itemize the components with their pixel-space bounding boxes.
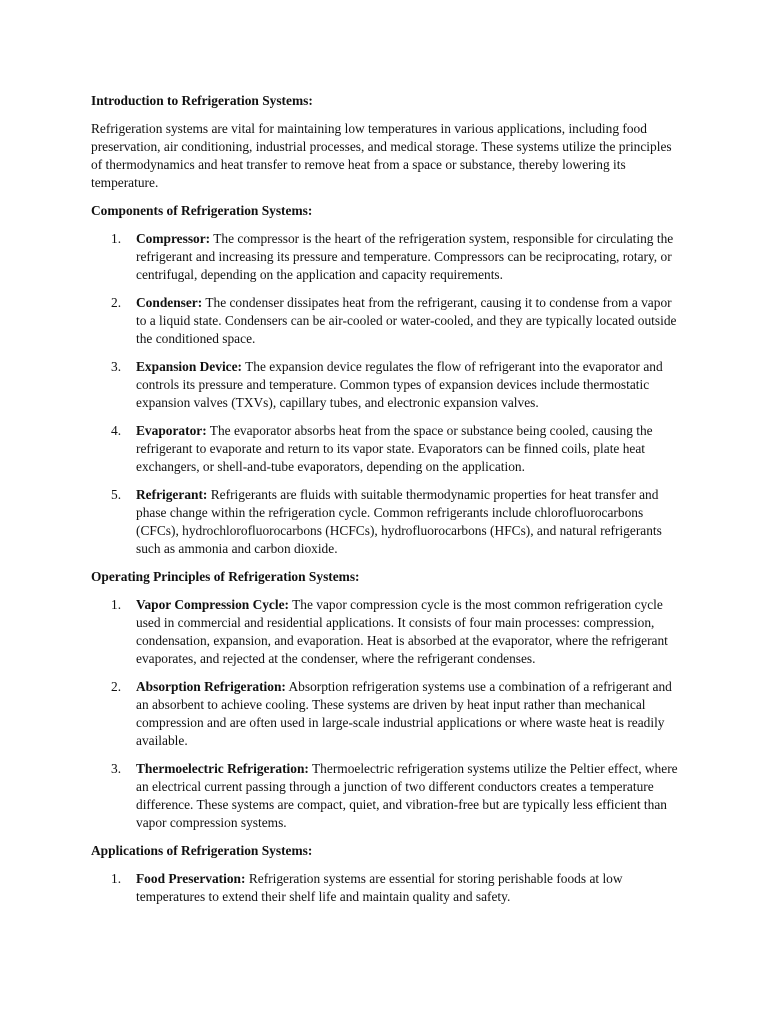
list-number: 4. — [111, 423, 122, 438]
list-term: Vapor Compression Cycle: — [136, 597, 290, 612]
list-text: The vapor compression cycle is the most common refrigeration cycle used in commercial and residential applications. It consists of four main processes: compression, condensation, expansion, and evaporation. Heat is absorbed at the evaporator, where the refrigerant evaporates, and rejected at the condenser, where the refrigerant condenses. — [136, 597, 668, 666]
list-text: The condenser dissipates heat from the refrigerant, causing it to condense from a vapor to a liquid state. Condensers can be air-cooled or water-cooled, and they are typically located outside the conditioned space. — [136, 295, 677, 346]
applications-heading: Applications of Refrigeration Systems: — [91, 843, 313, 858]
list-text: Thermoelectric refrigeration systems utilize the Peltier effect, where an electrical current passing through a junction of two different conductors creates a temperature difference. These systems are compact, quiet, and vibration-free but are typically less efficient than vapor compression systems. — [136, 761, 678, 830]
list-text: The evaporator absorbs heat from the space or substance being cooled, causing the refrigerant to evaporate and return to its vapor state. Evaporators can be finned coils, plate heat exchangers, or shell-and-tube evaporators, depending on the application. — [136, 423, 653, 474]
list-number: 3. — [111, 359, 122, 374]
intro-heading: Introduction to Refrigeration Systems: — [91, 93, 313, 108]
list-item — [91, 870, 681, 906]
list-number: 1. — [111, 597, 122, 612]
list-text: Refrigerants are fluids with suitable thermodynamic properties for heat transfer and phase change within the refrigeration cycle. Common refrigerants include chlorofluorocarbons (CFCs), hydrochlorofluorocarbons (HCFCs), hydrofluorocarbons (HFCs), and natural refrigerants such as ammonia and carbon dioxide. — [136, 487, 662, 556]
list-term: Refrigerant: — [136, 487, 208, 502]
list-item — [91, 422, 681, 476]
list-text: Absorption refrigeration systems use a combination of a refrigerant and an absorbent to achieve cooling. These systems are driven by heat input rather than mechanical compression and are often used in large-scale industrial applications or where waste heat is readily available. — [136, 679, 672, 748]
list-text: Refrigeration systems are essential for storing perishable foods at low temperatures to extend their shelf life and maintain quality and safety. — [136, 871, 623, 904]
list-number: 2. — [111, 679, 122, 694]
list-number: 2. — [111, 295, 122, 310]
list-item — [91, 596, 681, 668]
list-item — [91, 486, 681, 558]
principles-heading: Operating Principles of Refrigeration Systems: — [91, 569, 360, 584]
list-number: 1. — [111, 231, 122, 246]
applications-list — [91, 870, 681, 906]
list-item — [91, 678, 681, 750]
components-list — [91, 230, 681, 558]
list-number: 5. — [111, 487, 122, 502]
list-number: 1. — [111, 871, 122, 886]
list-term: Condenser: — [136, 295, 203, 310]
list-term: Absorption Refrigeration: — [136, 679, 286, 694]
list-item — [91, 760, 681, 832]
list-text: The expansion device regulates the flow of refrigerant into the evaporator and controls its pressure and temperature. Common types of expansion devices include thermostatic expansion valves (TXVs), capillary tubes, and electronic expansion valves. — [136, 359, 663, 410]
list-term: Compressor: — [136, 231, 211, 246]
intro-paragraph: Refrigeration systems are vital for maintaining low temperatures in various applications, including food preservation, air conditioning, industrial processes, and medical storage. These systems utilize the principles of thermodynamics and heat transfer to remove heat from a space or substance, thereby lowering its temperature. — [91, 121, 672, 190]
list-item — [91, 358, 681, 412]
list-item — [91, 230, 681, 284]
principles-list — [91, 596, 681, 832]
list-text: The compressor is the heart of the refrigeration system, responsible for circulating the refrigerant and increasing its pressure and temperature. Compressors can be reciprocating, rotary, or centrifugal, depending on the application and capacity requirements. — [136, 231, 674, 282]
list-term: Evaporator: — [136, 423, 207, 438]
list-term: Expansion Device: — [136, 359, 243, 374]
list-item — [91, 294, 681, 348]
list-term: Thermoelectric Refrigeration: — [136, 761, 309, 776]
list-term: Food Preservation: — [136, 871, 246, 886]
document-page — [91, 92, 681, 916]
components-heading: Components of Refrigeration Systems: — [91, 203, 313, 218]
list-number: 3. — [111, 761, 122, 776]
